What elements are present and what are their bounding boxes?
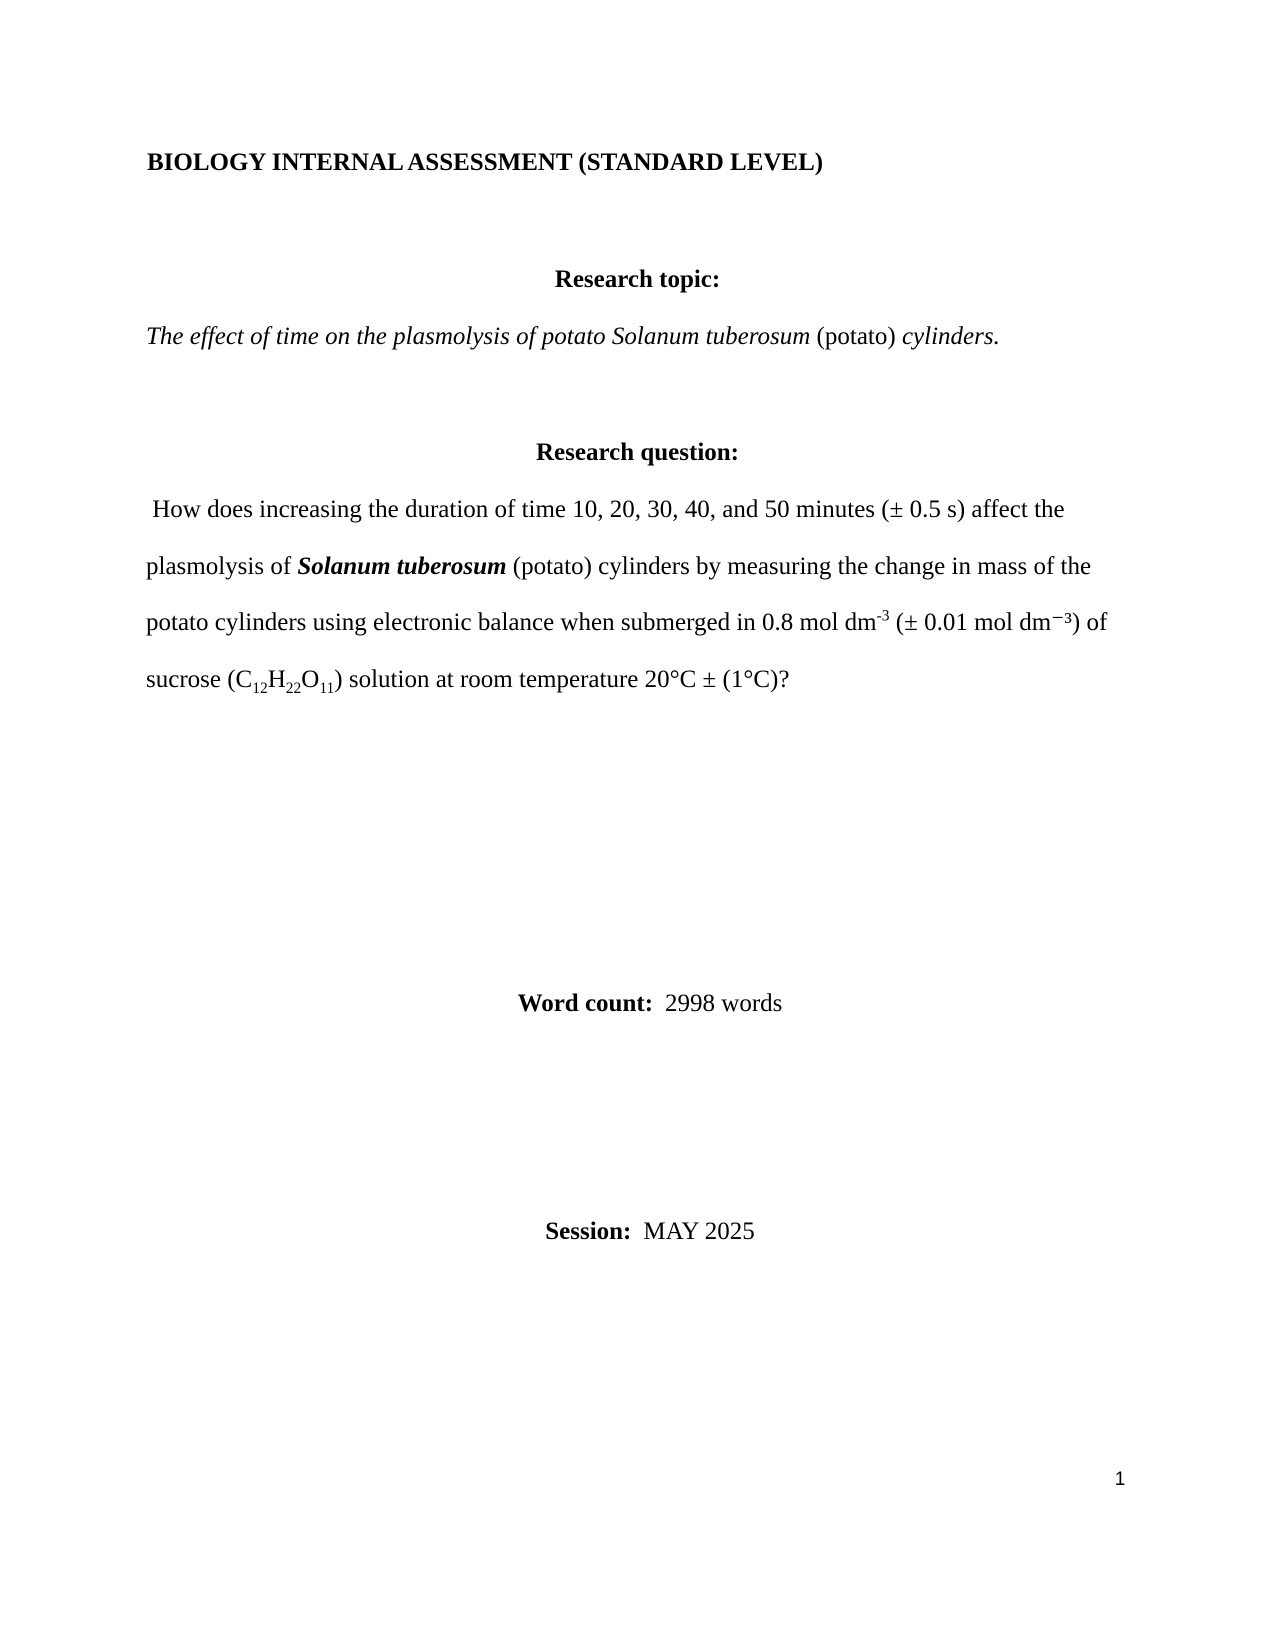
word-count-line [0, 953, 1275, 1055]
text-segment: (potato) [810, 323, 902, 350]
research-question-line [146, 539, 1166, 596]
session-line [0, 1181, 1275, 1283]
text-segment: potato cylinders using electronic balance when submerged in 0.8 mol dm [146, 609, 877, 637]
research-question-heading: Research question: [535, 439, 739, 466]
text-segment: How does increasing the duration of time 10, 20, 30, 40, and 50 minutes (± 0.5 s) affect the [146, 496, 1065, 523]
text-segment: Solanum tuberosum [297, 552, 507, 580]
text-segment: 22 [285, 680, 302, 698]
text-segment: ) of [1071, 609, 1108, 637]
text-segment: (potato) cylinders by measuring the change in mass of the [506, 552, 1092, 580]
text-segment: plasmolysis of [146, 552, 298, 580]
text-segment: O [301, 666, 320, 694]
text-segment: ⁻³ [1051, 609, 1072, 637]
word-count-label: Word count: [517, 990, 654, 1017]
text-segment: The effect of time on the plasmolysis of potato Solanum tuberosum [146, 323, 811, 350]
page-number: 1 [1114, 1469, 1126, 1490]
research-question-line [146, 595, 1166, 652]
research-question-line [146, 652, 1166, 709]
research-topic-heading: Research topic: [554, 266, 721, 293]
session-value: MAY 2025 [643, 1218, 755, 1245]
text-segment: sucrose (C [146, 666, 253, 694]
text-segment: ) solution at room temperature 20°C ± (1°C)? [334, 666, 790, 694]
research-topic-text [146, 320, 1000, 354]
research-question-line [146, 482, 1166, 539]
text-segment: cylinders. [901, 323, 1000, 350]
text-segment: 11 [319, 680, 335, 698]
page-title: BIOLOGY INTERNAL ASSESSMENT (STANDARD LEVEL) [147, 149, 824, 176]
text-segment: H [267, 666, 286, 694]
word-count-value: 2998 words [665, 990, 783, 1017]
research-question-paragraph [146, 482, 1166, 709]
text-segment: (± 0.01 mol dm [889, 609, 1052, 637]
session-label: Session: [545, 1218, 632, 1245]
text-segment: 12 [252, 680, 268, 698]
text-segment: -3 [876, 608, 890, 626]
